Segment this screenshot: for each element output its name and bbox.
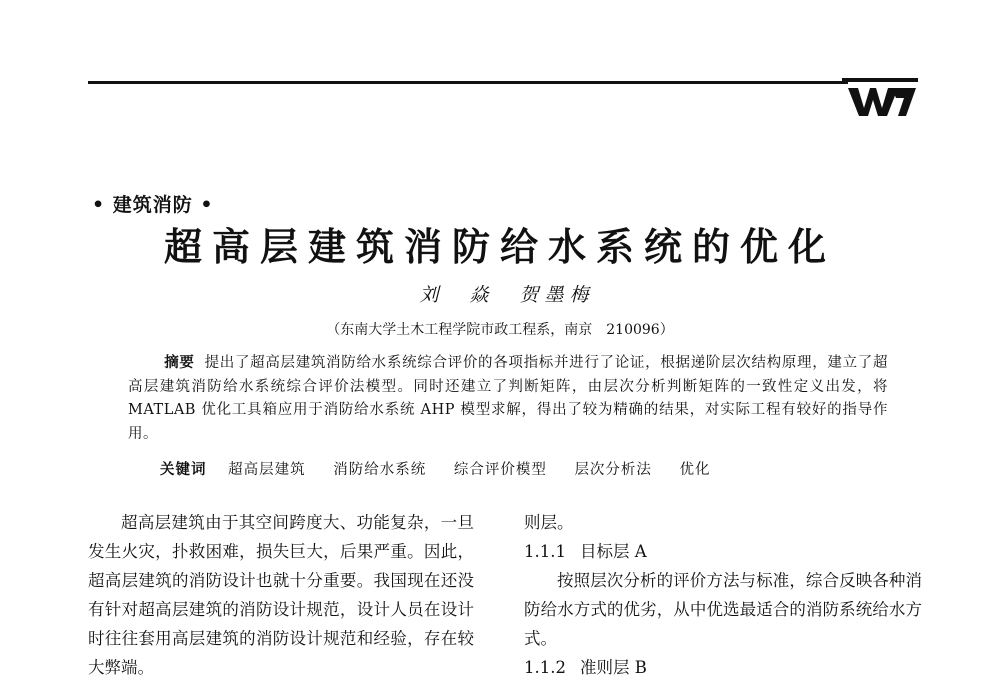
abstract-label: 摘要 [164,355,195,371]
keyword: 优化 [679,462,711,478]
keyword: 消防给水系统 [333,462,427,478]
keywords [160,458,733,479]
section-number: 1.1.2 [524,658,566,677]
column-tag: • 建筑消防 • [92,194,214,216]
affiliation: （东南大学土木工程学院市政工程系，南京 210096） [326,322,674,338]
section-heading-1-1-1 [524,537,922,566]
keywords-label: 关键词 [160,462,207,478]
journal-logo-mark [840,78,920,118]
abstract [128,352,888,446]
body-left-column [88,508,474,682]
paper-title: 超高层建筑消防给水系统的优化 [163,225,836,269]
keyword: 层次分析法 [574,462,652,478]
body-right-column [524,508,922,682]
section-paragraph: 按照层次分析的评价方法与标准，综合反映各种消防给水方式的优劣，从中优选最适合的消防系统给水方式。 [524,571,922,648]
keyword: 综合评价模型 [453,462,547,478]
section-heading-1-1-2 [524,653,922,682]
section-title: 目标层 A [579,542,647,561]
keyword: 超高层建筑 [228,462,306,478]
intro-paragraph: 超高层建筑由于其空间跨度大、功能复杂，一旦发生火灾，扑救困难，损失巨大，后果严重。因此，超高层建筑的消防设计也就十分重要。我国现在还没有针对超高层建筑的消防设计规范，设计人员在设计时往往套用高层建筑的消防设计规范和经验，存在较大弊端。 [88,513,474,677]
section-title: 准则层 B [579,658,647,677]
journal-logo [840,78,920,118]
section-number: 1.1.1 [524,542,566,561]
continued-text: 则层。 [524,513,574,532]
abstract-text: 提出了超高层建筑消防给水系统综合评价的各项指标并进行了论证，根据递阶层次结构原理，建立了超高层建筑消防给水系统综合评价法模型。同时还建立了判断矩阵，由层次分析判断矩阵的一致性定义出发，将 MATLAB 优化工具箱应用于消防给水系统 AHP 模型求解，得出了较为精确的结果，对实际工程有较好的指导作用。 [128,355,888,442]
authors: 刘 焱 贺墨梅 [419,284,595,306]
header-rule [88,81,848,84]
